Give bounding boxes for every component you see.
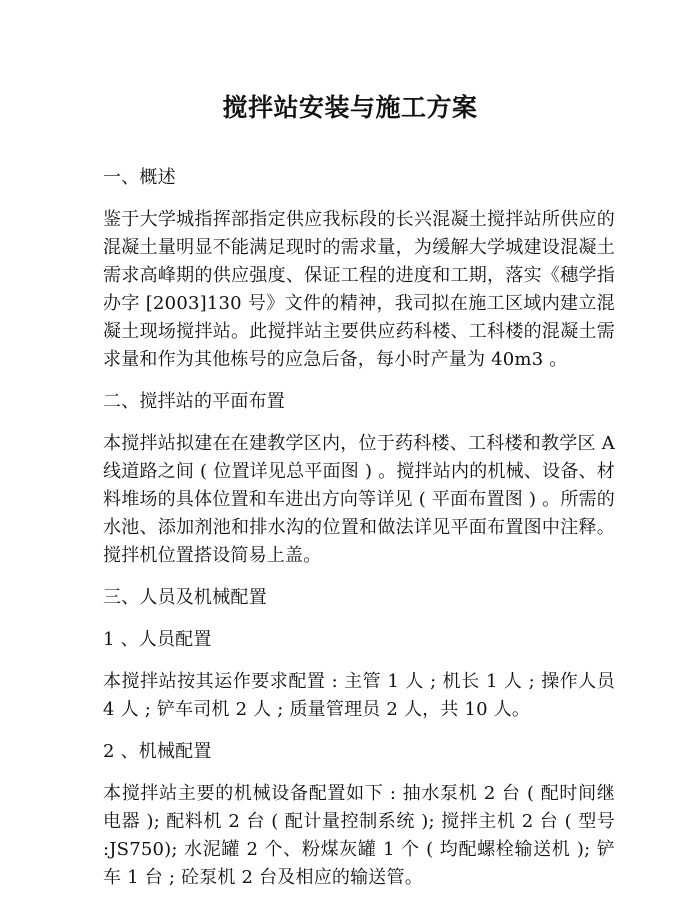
section-paragraph-overview: 鉴于大学城指挥部指定供应我标段的长兴混凝土搅拌站所供应的混凝土量明显不能满足现时的需求量，为缓解大学城建设混凝土需求高峰期的供应强度、保证工程的进度和工期，落实《穗学指办字 [2003]130 号》文件的精神，我司拟在施工区域内建立混凝土现场搅拌站。此搅拌站主要供应药科楼、工科楼的混凝土需求量和作为其他栋号的应急后备，每小时产量为 40m3 。 — [103, 209, 615, 370]
subsection-paragraph-staff: 本搅拌站按其运作要求配置 : 主管 1 人 ; 机长 1 人 ; 操作人员 4 人 ; 铲车司机 2 人 ; 质量管理员 2 人，共 10 人。 — [103, 671, 615, 720]
section-heading-layout: 二、搅拌站的平面布置 — [103, 391, 285, 412]
document-body — [103, 164, 615, 906]
subsection-heading-staff: 1 、人员配置 — [103, 629, 212, 650]
section-heading-staff-and-machinery: 三、人员及机械配置 — [103, 587, 267, 608]
section-paragraph-layout: 本搅拌站拟建在在建教学区内，位于药科楼、工科楼和教学区 A 线道路之间 ( 位置详见总平面图 ) 。搅拌站内的机械、设备、材料堆场的具体位置和车进出方向等详见 ( 平面布置图 ) 。所需的水池、添加剂池和排水沟的位置和做法详见平面布置图中注释。搅拌机位置搭设简易上盖。 — [103, 433, 615, 566]
section-heading-overview: 一、概述 — [103, 167, 176, 188]
subsection-heading-machinery: 2 、机械配置 — [103, 741, 212, 762]
document-title: 搅拌站安装与施工方案 — [222, 93, 478, 122]
subsection-paragraph-machinery: 本搅拌站主要的机械设备配置如下 : 抽水泵机 2 台 ( 配时间继电器 ); 配料机 2 台 ( 配计量控制系统 ); 搅拌主机 2 台 ( 型号 :JS750); 水泥罐 2 个、粉煤灰罐 1 个 ( 均配螺栓输送机 ); 铲车 1 台 ; 砼泵机 2 台及相应的输送管。 — [103, 783, 615, 888]
